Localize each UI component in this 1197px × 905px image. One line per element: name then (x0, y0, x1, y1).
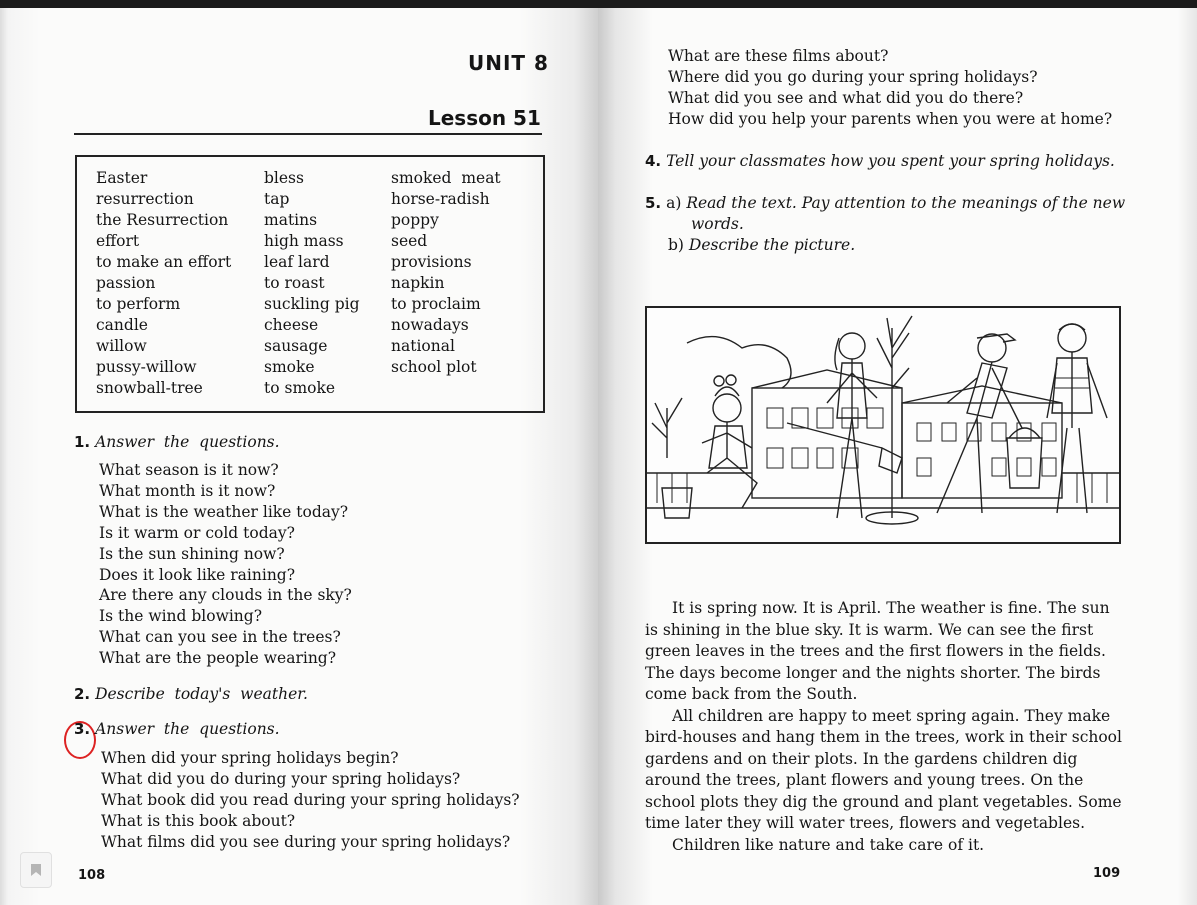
vocab-word: seed (391, 232, 428, 250)
text-line: Children like nature and take care of it. (672, 835, 985, 854)
vocab-word: matins (264, 211, 318, 229)
spring-illustration (645, 306, 1121, 544)
task-number: 2. (74, 685, 91, 703)
text-line: school plots they dig the ground and plant vegetables. Some (645, 792, 1122, 811)
reading-text (645, 598, 1122, 856)
text-line: time later they will water trees, flowers and vegetables. (645, 814, 1085, 832)
vocab-word: effort (96, 232, 140, 250)
question: What season is it now? (99, 461, 279, 479)
continued-questions (668, 46, 1112, 130)
question: What month is it now? (99, 481, 276, 500)
vocab-word: national (391, 337, 455, 355)
task-number: 5. (645, 194, 662, 212)
task-1-heading (74, 433, 280, 451)
page-number-left: 108 (78, 868, 106, 883)
vocab-word: provisions (391, 253, 472, 271)
task-number: 3. (74, 720, 91, 738)
text-line: It is spring now. It is April. The weather is fine. The sun (672, 599, 1110, 617)
vocab-word: resurrection (96, 190, 194, 208)
page-number-right: 109 (1093, 866, 1121, 881)
vocab-word: smoke (264, 358, 315, 376)
question: What book did you read during your spring holidays? (101, 790, 520, 809)
task-number: 1. (74, 433, 91, 451)
task-instruction: Read the text. Pay attention to the meanings of the new (686, 194, 1126, 212)
vocab-word: high mass (264, 232, 344, 250)
task-instruction: Answer the questions. (95, 433, 280, 451)
question: What films did you see during your spring holidays? (101, 832, 511, 851)
vocab-word: candle (96, 316, 148, 334)
vocab-word: poppy (391, 211, 439, 229)
task-5b-heading (668, 236, 855, 254)
task-2-heading (74, 685, 308, 703)
vocab-word: to proclaim (391, 295, 481, 313)
task-instruction: Describe the picture. (688, 236, 856, 254)
question: Is the sun shining now? (99, 544, 285, 563)
question: Is the wind blowing? (99, 607, 263, 626)
text-line: gardens and on their plots. In the gardens children dig (645, 749, 1078, 768)
vocab-word: suckling pig (264, 295, 360, 313)
vocab-word: to roast (264, 274, 325, 292)
task-instruction: Answer the questions. (95, 720, 280, 738)
text-line: All children are happy to meet spring again. They make (672, 706, 1111, 725)
vocabulary-column-3 (391, 168, 501, 378)
bookmark-button[interactable] (20, 852, 52, 888)
task-5-heading (645, 194, 1125, 212)
task-number: 4. (645, 152, 662, 170)
question: How did you help your parents when you were at home? (668, 109, 1113, 128)
question: Does it look like raining? (99, 565, 296, 584)
vocab-word: bless (264, 169, 304, 187)
vocab-word: pussy-willow (96, 358, 197, 376)
text-line: is shining in the blue sky. It is warm. We can see the first (645, 620, 1094, 639)
question: What is this book about? (101, 811, 296, 830)
vocab-word: to perform (96, 295, 181, 313)
vocab-word: leaf lard (264, 253, 330, 271)
text-line: bird-houses and hang them in the trees, work in their school (645, 728, 1122, 746)
task-instruction: Tell your classmates how you spent your spring holidays. (666, 152, 1115, 170)
task-sub-label: a) (666, 194, 682, 212)
text-line: come back from the South. (645, 685, 858, 703)
question: Where did you go during your spring holidays? (668, 67, 1038, 86)
task-4-heading (645, 152, 1115, 170)
task-instruction: words. (691, 215, 744, 233)
text-line: around the trees, plant flowers and young trees. On the (645, 771, 1084, 789)
vocab-word: sausage (264, 337, 328, 355)
task-5-continuation (691, 215, 744, 233)
task-3-heading (74, 720, 280, 738)
question: What did you do during your spring holidays? (101, 769, 461, 788)
vocab-word: smoked meat (391, 169, 501, 187)
task-1-questions (99, 460, 352, 669)
lesson-heading: Lesson 51 (428, 106, 541, 130)
question: What is the weather like today? (99, 502, 349, 521)
vocab-word: nowadays (391, 316, 469, 334)
vocab-word: Easter (96, 169, 148, 187)
task-instruction: Describe today's weather. (95, 685, 308, 703)
illustration-drawing (647, 308, 1119, 542)
vocab-word: passion (96, 274, 156, 292)
vocab-word: to make an effort (96, 253, 232, 271)
vocabulary-column-2 (264, 168, 360, 399)
question: What are these films about? (668, 47, 889, 65)
vocab-word: snowball-tree (96, 379, 203, 397)
task-3-questions (101, 748, 520, 853)
text-line: The days become longer and the nights shorter. The birds (645, 663, 1101, 682)
text-line: green leaves in the trees and the first flowers in the fields. (645, 642, 1106, 660)
vocab-word: school plot (391, 358, 477, 376)
question: Is it warm or cold today? (99, 523, 295, 542)
task-sub-label: b) (668, 236, 684, 254)
vocab-word: the Resurrection (96, 211, 229, 229)
question: What did you see and what did you do there? (668, 88, 1024, 107)
vocab-word: cheese (264, 316, 319, 334)
question: When did your spring holidays begin? (101, 749, 399, 767)
unit-heading: UNIT 8 (468, 51, 549, 75)
vocab-word: to smoke (264, 379, 336, 397)
vocab-word: willow (96, 337, 147, 355)
bookmark-icon (30, 863, 42, 877)
vocabulary-column-1 (96, 168, 231, 399)
question: What can you see in the trees? (99, 628, 341, 647)
heading-rule (74, 133, 542, 135)
vocab-word: napkin (391, 274, 445, 292)
question: What are the people wearing? (99, 649, 337, 668)
left-page (0, 8, 598, 905)
vocab-word: tap (264, 190, 290, 208)
vocab-word: horse-radish (391, 190, 490, 208)
question: Are there any clouds in the sky? (99, 586, 352, 605)
